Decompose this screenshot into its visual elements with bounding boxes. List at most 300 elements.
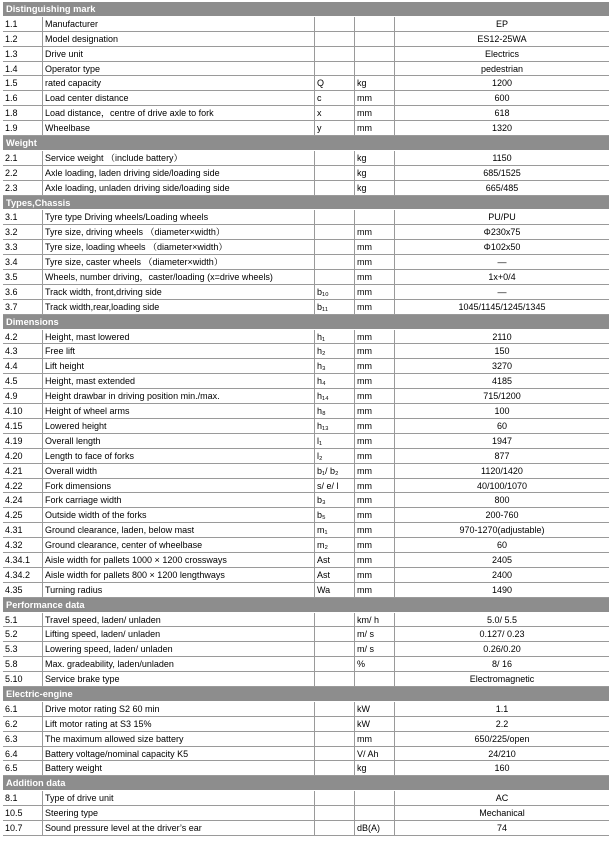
item-number: 6.3 (3, 732, 43, 746)
item-description: Free lift (43, 344, 315, 358)
item-value: 877 (494, 450, 510, 461)
table-row (3, 806, 609, 821)
item-value: 8/ 16 (491, 659, 513, 670)
item-symbol: Ast (315, 568, 355, 582)
table-row (3, 523, 609, 538)
item-number: 8.1 (3, 791, 43, 805)
item-unit: kW (355, 717, 395, 731)
item-symbol: Wa (315, 583, 355, 597)
item-value: Mechanical (479, 808, 525, 819)
item-number: 4.34.1 (3, 553, 43, 567)
item-value: 665/485 (485, 182, 519, 193)
item-symbol (315, 225, 355, 239)
item-value: 40/100/1070 (476, 480, 528, 491)
item-value: 60 (496, 420, 507, 431)
item-value: 650/225/open (474, 733, 530, 744)
item-symbol (315, 151, 355, 165)
item-number: 6.2 (3, 717, 43, 731)
table-row (3, 732, 609, 747)
item-number: 4.35 (3, 583, 43, 597)
item-symbol (315, 657, 355, 671)
item-symbol: h₁₄ (315, 389, 355, 403)
item-symbol (315, 166, 355, 180)
section-header: Performance data (3, 598, 609, 613)
table-row (3, 568, 609, 583)
item-number: 10.5 (3, 806, 43, 820)
item-number: 5.2 (3, 627, 43, 641)
item-description: Tyre size, loading wheels （diameter×width） (43, 240, 315, 254)
item-unit: mm (355, 121, 395, 135)
item-description: Outside width of the forks (43, 508, 315, 522)
item-unit: mm (355, 285, 395, 299)
item-unit (355, 47, 395, 61)
item-description: rated capacity (43, 76, 315, 90)
item-number: 4.31 (3, 523, 43, 537)
table-row (3, 225, 609, 240)
item-unit: V/ Ah (355, 747, 395, 761)
item-value: 600 (494, 93, 510, 104)
item-symbol: s/ e/ l (315, 479, 355, 493)
item-unit: mm (355, 553, 395, 567)
table-row (3, 210, 609, 225)
item-number: 4.15 (3, 419, 43, 433)
table-row (3, 508, 609, 523)
item-description: Ground clearance, laden, below mast (43, 523, 315, 537)
table-row (3, 464, 609, 479)
table-row (3, 657, 609, 672)
item-unit: dB(A) (355, 821, 395, 835)
table-row (3, 181, 609, 196)
item-symbol (315, 732, 355, 746)
item-symbol (315, 702, 355, 716)
item-number: 3.4 (3, 255, 43, 269)
item-number: 4.4 (3, 359, 43, 373)
item-unit: mm (355, 464, 395, 478)
item-symbol: h₁₃ (315, 419, 355, 433)
item-unit: mm (355, 479, 395, 493)
item-description: Service weight （include battery） (43, 151, 315, 165)
item-symbol (315, 642, 355, 656)
item-value: EP (495, 18, 508, 29)
item-number: 5.3 (3, 642, 43, 656)
item-value: 1150 (492, 152, 512, 163)
table-row (3, 32, 609, 47)
item-symbol: m₁ (315, 523, 355, 537)
table-row (3, 76, 609, 91)
item-number: 1.3 (3, 47, 43, 61)
item-value: 1947 (491, 435, 513, 446)
table-row (3, 17, 609, 32)
item-unit: mm (355, 374, 395, 388)
item-description: Overall length (43, 434, 315, 448)
item-value: ES12-25WA (477, 33, 527, 44)
item-value: 150 (494, 346, 510, 357)
item-symbol: l₁ (315, 434, 355, 448)
item-symbol: Q (315, 76, 355, 90)
section-header: Addition data (3, 776, 609, 791)
section-header: Distinguishing mark (3, 2, 609, 17)
table-row (3, 166, 609, 181)
table-row (3, 374, 609, 389)
table-row (3, 270, 609, 285)
item-unit: mm (355, 106, 395, 120)
item-symbol: Ast (315, 553, 355, 567)
item-number: 2.1 (3, 151, 43, 165)
item-number: 4.34.2 (3, 568, 43, 582)
section-header: Dimensions (3, 315, 609, 330)
item-description: Battery voltage/nominal capacity K5 (43, 747, 315, 761)
item-number: 3.7 (3, 300, 43, 314)
item-number: 3.3 (3, 240, 43, 254)
item-unit: mm (355, 419, 395, 433)
item-number: 4.19 (3, 434, 43, 448)
item-description: Manufacturer (43, 17, 315, 31)
item-description: Type of drive unit (43, 791, 315, 805)
table-row (3, 821, 609, 836)
item-symbol (315, 627, 355, 641)
item-number: 4.21 (3, 464, 43, 478)
item-unit: mm (355, 330, 395, 344)
item-number: 5.8 (3, 657, 43, 671)
item-number: 5.1 (3, 613, 43, 627)
item-unit: mm (355, 493, 395, 507)
item-value: 0.26/0.20 (483, 644, 521, 655)
item-description: Lowering speed, laden/ unladen (43, 642, 315, 656)
item-unit: % (355, 657, 395, 671)
item-value: — (497, 257, 507, 268)
table-row (3, 434, 609, 449)
item-description: Lift motor rating at S3 15% (43, 717, 315, 731)
item-symbol: l₂ (315, 449, 355, 463)
item-description: Ground clearance, center of wheelbase (43, 538, 315, 552)
item-unit: mm (355, 255, 395, 269)
item-number: 1.1 (3, 17, 43, 31)
table-row (3, 389, 609, 404)
item-description: Lift height (43, 359, 315, 373)
item-symbol: h₁ (315, 330, 355, 344)
item-unit: m/ s (355, 642, 395, 656)
item-number: 6.5 (3, 761, 43, 775)
item-symbol: b₁₁ (315, 300, 355, 314)
item-unit: mm (355, 389, 395, 403)
table-row (3, 583, 609, 598)
item-number: 3.1 (3, 210, 43, 224)
item-unit: mm (355, 270, 395, 284)
table-row (3, 330, 609, 345)
item-unit (355, 791, 395, 805)
item-description: Length to face of forks (43, 449, 315, 463)
item-symbol (315, 270, 355, 284)
item-unit: km/ h (355, 613, 395, 627)
item-symbol (315, 32, 355, 46)
item-number: 4.22 (3, 479, 43, 493)
item-symbol: b₁/ b₂ (315, 464, 355, 478)
item-description: Wheels, number driving，caster/loading (x=drive wheels) (43, 270, 315, 284)
item-value: Φ230x75 (483, 227, 521, 238)
item-unit: kg (355, 151, 395, 165)
table-row (3, 642, 609, 657)
item-unit: mm (355, 523, 395, 537)
item-unit: mm (355, 240, 395, 254)
item-description: Tyre size, caster wheels （diameter×width） (43, 255, 315, 269)
item-value: Electrics (484, 48, 519, 59)
item-description: Height, mast lowered (43, 330, 315, 344)
table-row (3, 47, 609, 62)
item-description: Lifting speed, laden/ unladen (43, 627, 315, 641)
item-symbol: c (315, 91, 355, 105)
item-description: Overall width (43, 464, 315, 478)
item-symbol (315, 821, 355, 835)
item-symbol (315, 47, 355, 61)
table-row (3, 419, 609, 434)
item-description: Max. gradeability, laden/unladen (43, 657, 315, 671)
item-symbol: b₅ (315, 508, 355, 522)
item-symbol (315, 717, 355, 731)
item-symbol (315, 806, 355, 820)
table-row (3, 240, 609, 255)
item-unit: mm (355, 344, 395, 358)
item-number: 2.2 (3, 166, 43, 180)
item-symbol (315, 761, 355, 775)
item-unit: mm (355, 300, 395, 314)
item-value: 3270 (491, 361, 513, 372)
item-value: 60 (496, 540, 507, 551)
item-value: 2405 (491, 554, 513, 565)
table-row (3, 151, 609, 166)
item-value: PU/PU (488, 212, 516, 223)
table-row (3, 761, 609, 776)
item-value: 1045/1145/1245/1345 (458, 301, 546, 312)
table-row (3, 344, 609, 359)
table-row (3, 255, 609, 270)
item-unit (355, 32, 395, 46)
table-row (3, 106, 609, 121)
item-value: 74 (496, 822, 507, 833)
item-description: Load center distance (43, 91, 315, 105)
item-number: 1.4 (3, 62, 43, 76)
item-description: Tyre type Driving wheels/Loading wheels (43, 210, 315, 224)
item-value: 2.2 (495, 718, 509, 729)
item-value: 1120/1420 (481, 465, 523, 476)
item-value: 2400 (491, 569, 513, 580)
section-header: Weight (3, 136, 609, 151)
table-row (3, 359, 609, 374)
item-value: 200-760 (485, 510, 519, 521)
item-symbol (315, 672, 355, 686)
item-description: Steering type (43, 806, 315, 820)
item-description: Model designation (43, 32, 315, 46)
item-symbol (315, 210, 355, 224)
item-symbol: m₂ (315, 538, 355, 552)
item-unit: mm (355, 508, 395, 522)
item-symbol: b₃ (315, 493, 355, 507)
item-number: 2.3 (3, 181, 43, 195)
item-value: 4185 (491, 376, 513, 387)
table-row (3, 791, 609, 806)
item-value: 5.0/ 5.5 (486, 614, 518, 625)
item-unit: mm (355, 434, 395, 448)
item-number: 4.25 (3, 508, 43, 522)
item-value: 2110 (492, 331, 512, 342)
item-unit: kg (355, 166, 395, 180)
item-unit: mm (355, 225, 395, 239)
item-symbol (315, 181, 355, 195)
item-value: 1490 (491, 584, 513, 595)
section-header: Electric-engine (3, 687, 609, 702)
item-value: — (497, 286, 507, 297)
item-symbol: h₃ (315, 359, 355, 373)
item-number: 6.1 (3, 702, 43, 716)
item-unit: kg (355, 76, 395, 90)
item-number: 4.20 (3, 449, 43, 463)
item-description: Aisle width for pallets 1000 × 1200 crossways (43, 553, 315, 567)
item-value: 1.1 (495, 703, 509, 714)
item-value: Φ102x50 (483, 242, 521, 253)
item-number: 5.10 (3, 672, 43, 686)
item-number: 10.7 (3, 821, 43, 835)
item-symbol (315, 747, 355, 761)
item-number: 4.24 (3, 493, 43, 507)
item-value: 800 (494, 495, 510, 506)
table-row (3, 62, 609, 77)
item-description: Battery weight (43, 761, 315, 775)
item-value: 970-1270(adjustable) (459, 525, 545, 536)
item-number: 1.9 (3, 121, 43, 135)
table-row (3, 285, 609, 300)
item-unit: mm (355, 359, 395, 373)
item-symbol (315, 791, 355, 805)
item-unit: mm (355, 91, 395, 105)
item-number: 1.6 (3, 91, 43, 105)
item-value: 1200 (491, 78, 513, 89)
item-unit: mm (355, 538, 395, 552)
item-number: 4.2 (3, 330, 43, 344)
item-unit (355, 62, 395, 76)
table-row (3, 538, 609, 553)
table-row (3, 717, 609, 732)
item-value: 100 (494, 406, 510, 417)
item-description: Fork dimensions (43, 479, 315, 493)
item-unit: mm (355, 404, 395, 418)
table-row (3, 702, 609, 717)
table-row (3, 91, 609, 106)
item-symbol: h₄ (315, 374, 355, 388)
item-value: pedestrian (480, 63, 524, 74)
item-description: Sound pressure level at the driver’s ear (43, 821, 315, 835)
item-unit (355, 17, 395, 31)
item-unit (355, 210, 395, 224)
item-description: Lowered height (43, 419, 315, 433)
item-value: 160 (494, 763, 510, 774)
item-description: Load distance，centre of drive axle to fork (43, 106, 315, 120)
item-symbol (315, 240, 355, 254)
item-description: Drive motor rating S2 60 min (43, 702, 315, 716)
item-description: Track width, front,driving side (43, 285, 315, 299)
item-number: 4.9 (3, 389, 43, 403)
item-value: 1320 (491, 123, 513, 134)
item-value: Electromagnetic (469, 674, 535, 685)
item-unit: mm (355, 568, 395, 582)
item-description: Operator type (43, 62, 315, 76)
item-number: 1.5 (3, 76, 43, 90)
item-description: Wheelbase (43, 121, 315, 135)
spec-table (3, 2, 609, 836)
item-description: Height drawbar in driving position min./max. (43, 389, 315, 403)
item-unit: kg (355, 181, 395, 195)
table-row (3, 300, 609, 315)
item-number: 4.3 (3, 344, 43, 358)
item-description: Track width,rear,loading side (43, 300, 315, 314)
item-description: Drive unit (43, 47, 315, 61)
table-row (3, 449, 609, 464)
item-number: 1.2 (3, 32, 43, 46)
item-symbol: b₁₀ (315, 285, 355, 299)
item-value: AC (495, 793, 509, 804)
item-unit: mm (355, 732, 395, 746)
item-unit: mm (355, 583, 395, 597)
item-description: Height of wheel arms (43, 404, 315, 418)
table-row (3, 479, 609, 494)
item-value: 618 (494, 108, 510, 119)
table-row (3, 672, 609, 687)
item-description: Tyre size, driving wheels （diameter×width） (43, 225, 315, 239)
item-symbol: x (315, 106, 355, 120)
item-description: Height, mast extended (43, 374, 315, 388)
item-symbol (315, 613, 355, 627)
table-row (3, 493, 609, 508)
item-number: 4.5 (3, 374, 43, 388)
item-unit: kW (355, 702, 395, 716)
table-row (3, 747, 609, 762)
item-number: 3.2 (3, 225, 43, 239)
item-number: 4.10 (3, 404, 43, 418)
item-description: Aisle width for pallets 800 × 1200 lengthways (43, 568, 315, 582)
item-value: 1x+0/4 (488, 272, 516, 283)
table-row (3, 613, 609, 628)
item-number: 3.6 (3, 285, 43, 299)
item-description: Service brake type (43, 672, 315, 686)
item-description: Fork carriage width (43, 493, 315, 507)
item-value: 24/210 (488, 748, 516, 759)
table-row (3, 404, 609, 419)
item-description: Axle loading, unladen driving side/loading side (43, 181, 315, 195)
item-unit: m/ s (355, 627, 395, 641)
item-description: Travel speed, laden/ unladen (43, 613, 315, 627)
item-symbol: h₈ (315, 404, 355, 418)
item-symbol: y (315, 121, 355, 135)
item-value: 685/1525 (483, 167, 521, 178)
item-number: 4.32 (3, 538, 43, 552)
item-value: 0.127/ 0.23 (479, 629, 525, 640)
item-unit: kg (355, 761, 395, 775)
table-row (3, 627, 609, 642)
item-unit (355, 806, 395, 820)
item-value: 715/1200 (483, 391, 521, 402)
item-unit (355, 672, 395, 686)
item-number: 3.5 (3, 270, 43, 284)
item-description: The maximum allowed size battery (43, 732, 315, 746)
item-description: Axle loading, laden driving side/loading side (43, 166, 315, 180)
item-symbol: h₂ (315, 344, 355, 358)
item-symbol (315, 255, 355, 269)
item-symbol (315, 17, 355, 31)
item-symbol (315, 62, 355, 76)
item-number: 6.4 (3, 747, 43, 761)
table-row (3, 553, 609, 568)
item-unit: mm (355, 449, 395, 463)
item-description: Turning radius (43, 583, 315, 597)
section-header: Types,Chassis (3, 196, 609, 211)
